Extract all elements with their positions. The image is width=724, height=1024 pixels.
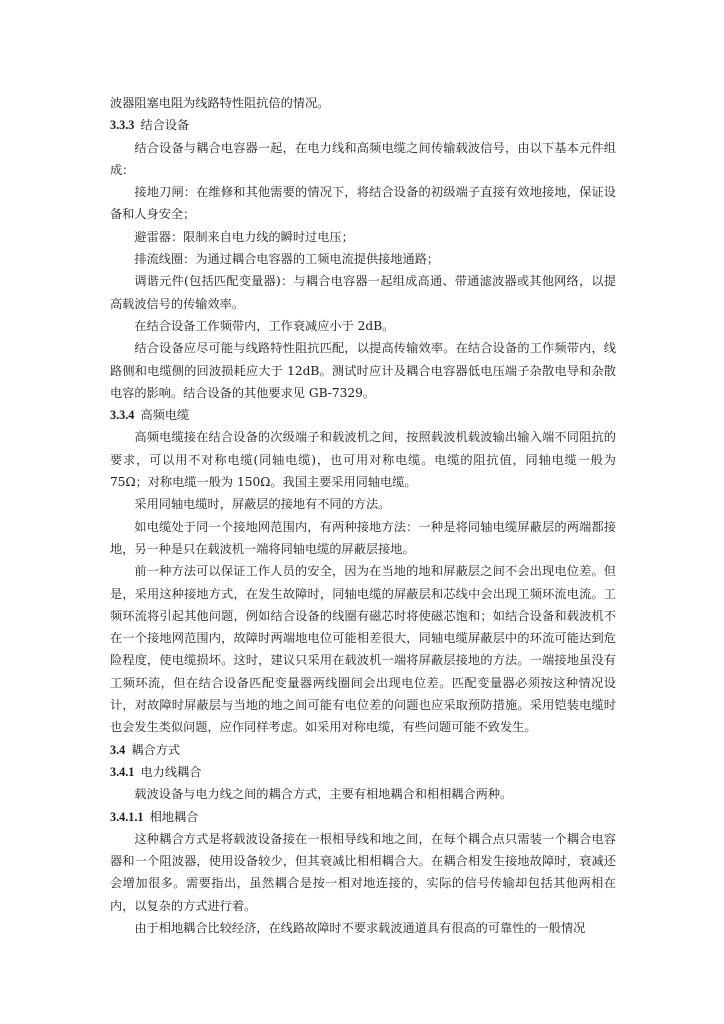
paragraph: 高频电缆接在结合设备的次级端子和载波机之间，按照载波机载波输出输入端不同阻抗的要求，可以用不对称电缆(同轴电缆)，也可用对称电缆。电缆的阻抗值，同轴电缆一般为 75Ω；对称电缆一般为 150Ω。我国主要采用同轴电缆。 — [110, 430, 616, 490]
section-heading — [110, 739, 616, 761]
section-number: 3.4 — [110, 742, 126, 757]
paragraph: 波器阻塞电阻为线路特性阻抗倍的情况。 — [110, 96, 330, 110]
paragraph: 在结合设备工作频带内，工作衰减应小于 2dB。 — [134, 318, 395, 333]
section-heading — [110, 114, 616, 136]
document-page — [110, 92, 616, 939]
paragraph: 由于相地耦合比较经济，在线路故障时不要求载波通道具有很高的可靠性的一般情况 — [134, 920, 586, 935]
paragraph: 载波设备与电力线之间的耦合方式，主要有相地耦合和相相耦合两种。 — [134, 787, 513, 802]
section-number: 3.3.4 — [110, 408, 135, 423]
paragraph: 前一种方法可以保证工作人员的安全，因为在当地的地和屏蔽层之间不会出现电位差。但是，采用这种接地方式，在发生故障时，同轴电缆的屏蔽层和芯线中会出现工频环流电流。工频环流将引起其他问题，例如结合设备的线圈有磁芯时将使磁芯饱和；如结合设备和载波机不在一个接地网范围内，故障时两端地电位可能相差很大，同轴电缆屏蔽层中的环流可能达到危险程度，使电缆损坏。这时，建议只采用在载波机一端将屏蔽层接地的方法。一端接地虽没有工频环流，但在结合设备匹配变量器两线圈间会出现电位差。匹配变量器必须按这种情况设计，对故障时屏蔽层与当地的地之间可能有电位差的问题也应采取预防措施。采用铠装电缆时也会发生类似问题，应作同样考虑。如采用对称电缆，有些问题可能不致发生。 — [110, 564, 616, 735]
section-title: 相地耦合 — [149, 809, 199, 824]
section-heading — [110, 761, 616, 783]
paragraph: 结合设备与耦合电容器一起，在电力线和高频电缆之间传输载波信号，由以下基本元件组成： — [110, 140, 616, 177]
paragraph: 避雷器：限制来自电力线的瞬时过电压； — [134, 229, 354, 244]
paragraph: 接地刀闸：在维修和其他需要的情况下，将结合设备的初级端子直接有效地接地，保证设备和人身安全； — [110, 185, 616, 222]
section-title: 电力线耦合 — [140, 764, 202, 779]
section-heading — [110, 404, 616, 426]
paragraph: 这种耦合方式是将载波设备接在一根相导线和地之间，在每个耦合点只需装一个耦合电容器和一个阻波器，使用设备较少，但其衰减比相相耦合大。在耦合相发生接地故障时，衰减还会增加很多。需要指出，虽然耦合是按一相对地连接的，实际的信号传输却包括其他两相在内，以复杂的方式进行着。 — [110, 831, 616, 913]
section-title: 高频电缆 — [140, 408, 190, 423]
section-title: 结合设备 — [140, 118, 190, 133]
paragraph: 采用同轴电缆时，屏蔽层的接地有不同的方法。 — [134, 497, 391, 512]
section-number: 3.4.1.1 — [110, 809, 144, 824]
paragraph: 调谐元件(包括匹配变量器)：与耦合电容器一起组成高通、带通滤波器或其他网络，以提高载波信号的传输效率。 — [110, 274, 616, 311]
section-title: 耦合方式 — [131, 742, 181, 757]
paragraph: 排流线圈：为通过耦合电容器的工频电流提供接地通路； — [134, 252, 440, 267]
paragraph: 如电缆处于同一个接地网范围内，有两种接地方法：一种是将同轴电缆屏蔽层的两端都接地，另一种是只在载波机一端将同轴电缆的屏蔽层接地。 — [110, 519, 616, 556]
section-number: 3.3.3 — [110, 118, 135, 133]
paragraph: 结合设备应尽可能与线路特性阻抗匹配，以提高传输效率。在结合设备的工作频带内，线路侧和电缆侧的回波损耗应大于 12dB。测试时应计及耦合电容器低电压端子杂散电导和杂散电容的影响。结合设备的其他要求见 GB-7329。 — [110, 341, 616, 400]
section-heading — [110, 806, 616, 828]
section-number: 3.4.1 — [110, 764, 135, 779]
